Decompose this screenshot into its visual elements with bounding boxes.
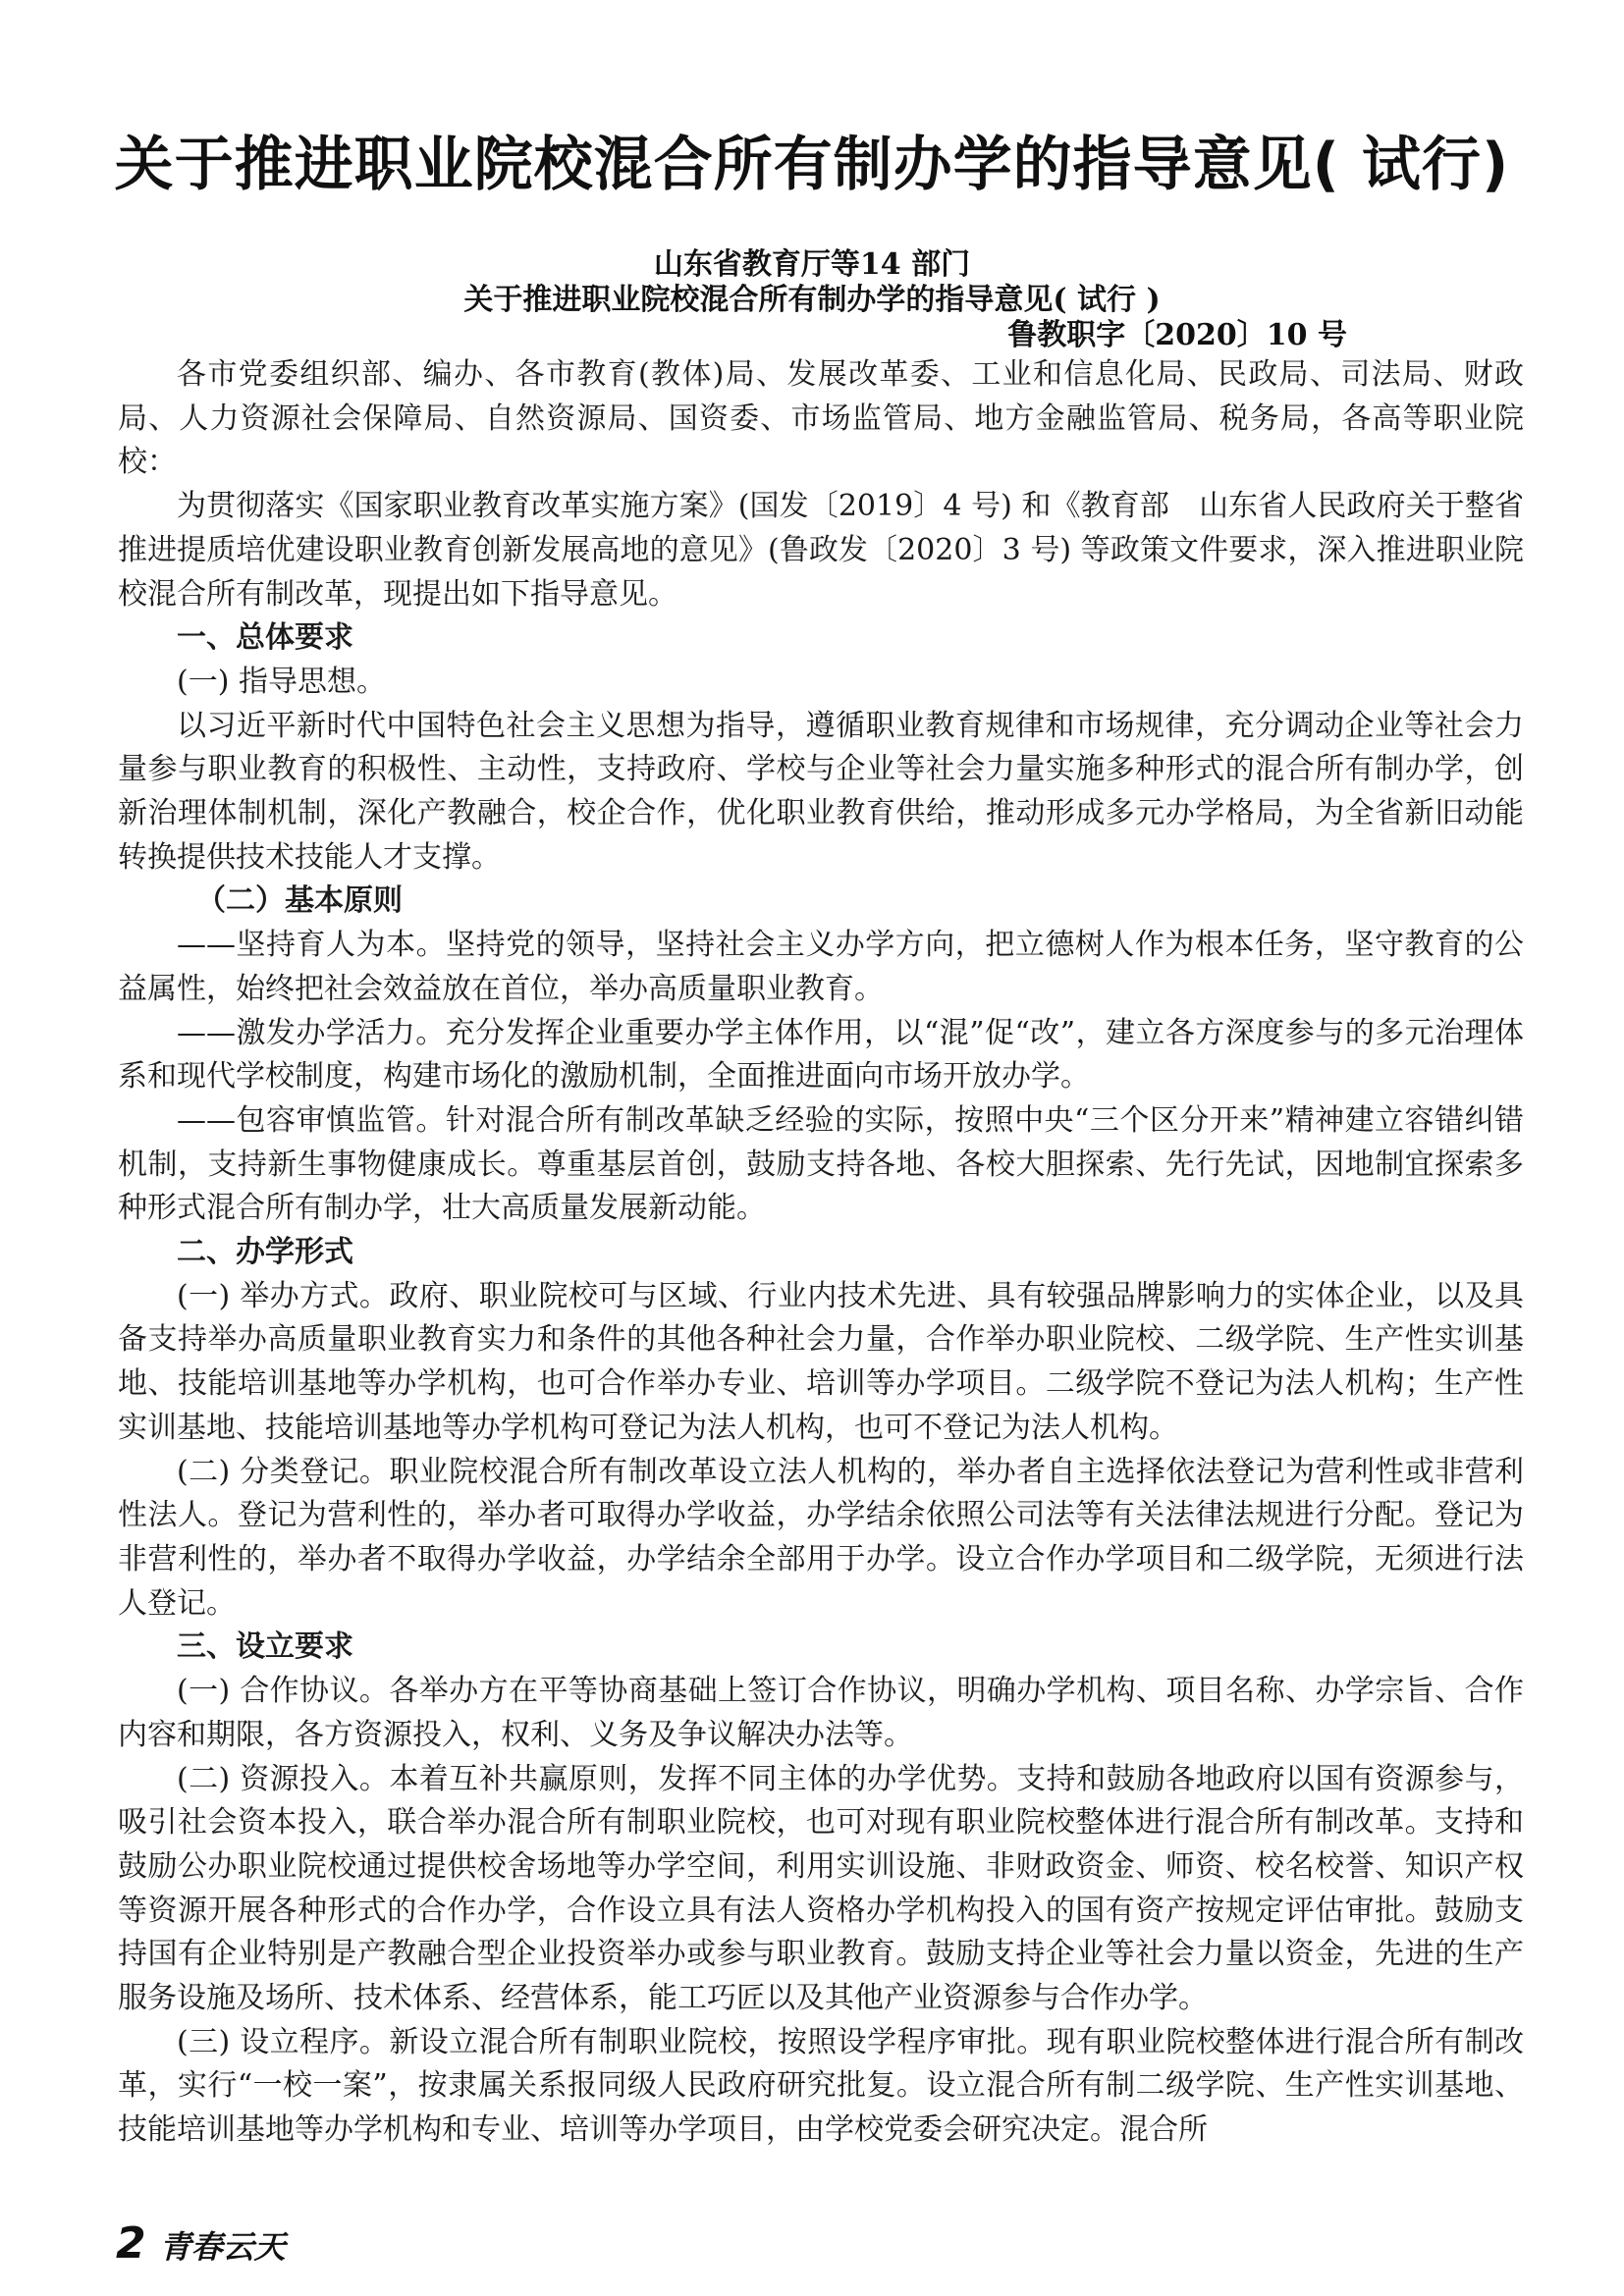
section-heading-1: 一、总体要求 (177, 620, 353, 656)
paragraph: ——坚持育人为本。坚持党的领导，坚持社会主义办学方向，把立德树人作为根本任务，坚守教育的公益属性，始终把社会效益放在首位，举办高质量职业教育。 (118, 928, 1524, 1006)
section-heading-2: 二、办学形式 (177, 1235, 353, 1270)
paragraph: (一) 举办方式。政府、职业院校可与区域、行业内技术先进、具有较强品牌影响力的实体企业，以及具备支持举办高质量职业教育实力和条件的其他各种社会力量，合作举办职业院校、二级学院、生产性实训基地、技能培训基地等办学机构，也可合作举办专业、培训等办学项目。二级学院不登记为法人机构；生产性实训基地、技能培训基地等办学机构可登记为法人机构，也可不登记为法人机构。 (118, 1278, 1524, 1445)
magazine-name: 青春云天 (159, 2228, 286, 2266)
issuer-line: 山东省教育厅等14 部门 (653, 247, 971, 282)
document-title: 关于推进职业院校混合所有制办学的指导意见( 试行) (114, 131, 1510, 199)
intro-paragraph: 为贯彻落实《国家职业教育改革实施方案》(国发〔2019〕4 号) 和《教育部 山东省人民政府关于整省推进提质培优建设职业教育创新发展高地的意见》(鲁政发〔2020〕3 号) 等政策文件要求，深入推进职业院校混合所有制改革，现提出如下指导意见。 (118, 489, 1524, 612)
paragraph: (二) 分类登记。职业院校混合所有制改革设立法人机构的，举办者自主选择依法登记为营利性或非营利性法人。登记为营利性的，举办者可取得办学收益，办学结余依照公司法等有关法律法规进行分配。登记为非营利性的，举办者不取得办学收益，办学结余全部用于办学。设立合作办学项目和二级学院，无须进行法人登记。 (118, 1454, 1524, 1621)
subheading-guiding-thought: (一) 指导思想。 (177, 664, 386, 699)
issuer-subtitle: 关于推进职业院校混合所有制办学的指导意见( 试行 ) (463, 283, 1161, 317)
recipients-paragraph: 各市党委组织部、编办、各市教育(教体)局、发展改革委、工业和信息化局、民政局、司法局、财政局、人力资源社会保障局、自然资源局、国资委、市场监管局、地方金融监管局、税务局，各高等职业院校： (118, 357, 1524, 480)
paragraph: 以习近平新时代中国特色社会主义思想为指导，遵循职业教育规律和市场规律，充分调动企业等社会力量参与职业教育的积极性、主动性，支持政府、学校与企业等社会力量实施多种形式的混合所有制办学，创新治理体制机制，深化产教融合，校企合作，优化职业教育供给，推动形成多元办学格局，为全省新旧动能转换提供技术技能人才支撑。 (118, 708, 1524, 875)
paragraph: (一) 合作协议。各举办方在平等协商基础上签订合作协议，明确办学机构、项目名称、办学宗旨、合作内容和期限，各方资源投入，权利、义务及争议解决办法等。 (118, 1674, 1524, 1752)
page-number: 2 (116, 2218, 146, 2269)
paragraph: ——激发办学活力。充分发挥企业重要办学主体作用，以“混”促“改”，建立各方深度参与的多元治理体系和现代学校制度，构建市场化的激励机制，全面推进面向市场开放办学。 (118, 1015, 1524, 1095)
page-footer (116, 2218, 286, 2269)
paragraph: (三) 设立程序。新设立混合所有制职业院校，按照设学程序审批。现有职业院校整体进行混合所有制改革，实行“一校一案”，按隶属关系报同级人民政府研究批复。设立混合所有制二级学院、生产性实训基地、技能培训基地等办学机构和专业、培训等办学项目，由学校党委会研究决定。混合所 (118, 2024, 1524, 2148)
document-body (118, 353, 1524, 2153)
paragraph: (二) 资源投入。本着互补共赢原则，发挥不同主体的办学优势。支持和鼓励各地政府以国有资源参与，吸引社会资本投入，联合举办混合所有制职业院校，也可对现有职业院校整体进行混合所有制改革。支持和鼓励公办职业院校通过提供校舍场地等办学空间，利用实训设施、非财政资金、师资、校名校誉、知识产权等资源开展各种形式的合作办学，合作设立具有法人资格办学机构投入的国有资产按规定评估审批。鼓励支持国有企业特别是产教融合型企业投资举办或参与职业教育。鼓励支持企业等社会力量以资金，先进的生产服务设施及场所、技术体系、经营体系，能工巧匠以及其他产业资源参与合作办学。 (118, 1761, 1524, 2016)
paragraph: ——包容审慎监管。针对混合所有制改革缺乏经验的实际，按照中央“三个区分开来”精神建立容错纠错机制，支持新生事物健康成长。尊重基层首创，鼓励支持各地、各校大胆探索、先行先试，因地制宜探索多种形式混合所有制办学，壮大高质量发展新动能。 (118, 1102, 1524, 1226)
issuer-block (0, 247, 1624, 353)
document-number: 鲁教职字〔2020〕10 号 (1007, 318, 1347, 352)
section-heading-3: 三、设立要求 (177, 1629, 353, 1665)
subheading-basic-principles: （二）基本原则 (196, 883, 403, 919)
